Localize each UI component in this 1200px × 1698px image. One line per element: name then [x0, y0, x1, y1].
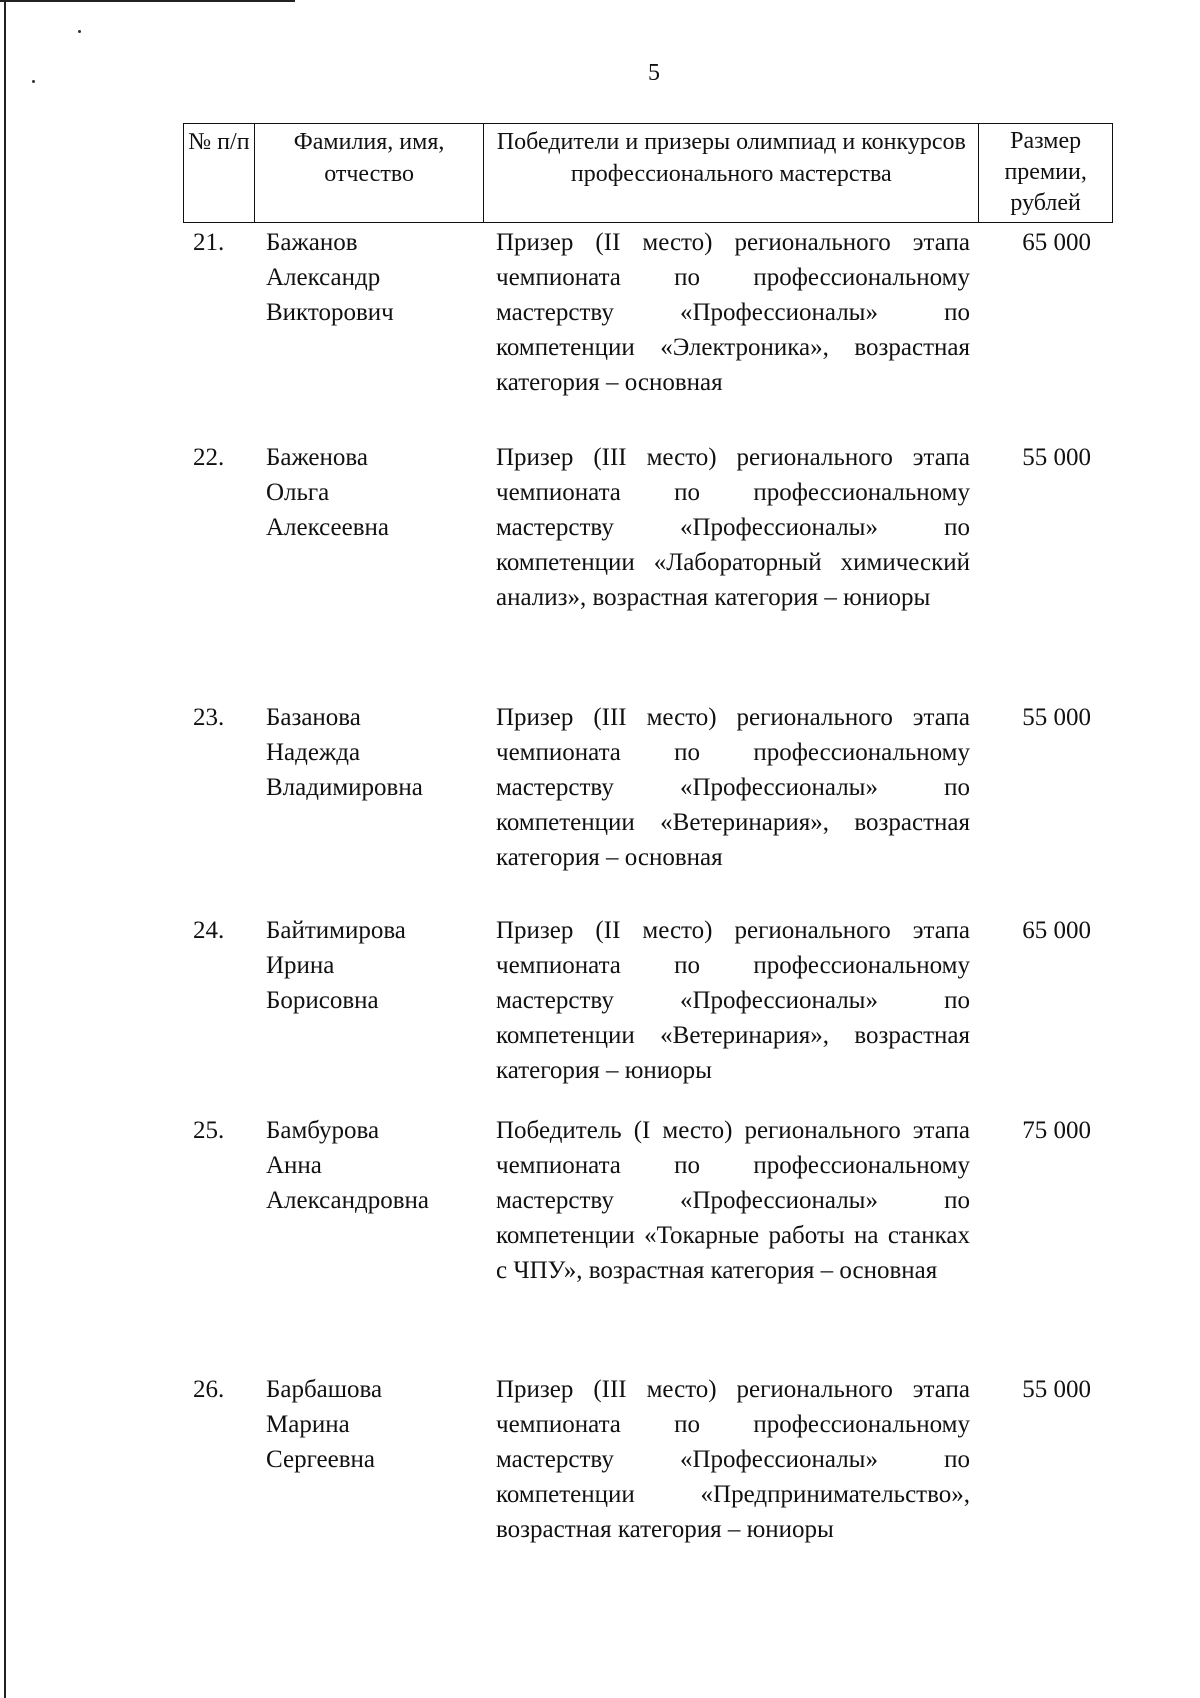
row-patronymic: Борисовна — [266, 987, 379, 1014]
row-award: Призер (III место) регионального этапа чемпионата по профессиональному мастерству «Профессионалы» по компетенции «Ветеринария», возрастная категория – основная — [496, 704, 970, 871]
row-award: Призер (II место) регионального этапа чемпионата по профессиональному мастерству «Профессионалы» по компетенции «Ветеринария», возрастная категория – юниоры — [496, 917, 970, 1084]
row-patronymic: Александровна — [266, 1187, 430, 1214]
row-amount: 65 000 — [1022, 229, 1091, 256]
row-amount: 65 000 — [1022, 917, 1091, 944]
header-full-name: Фамилия, имя, отчество — [254, 124, 484, 222]
row-amount: 55 000 — [1022, 1376, 1091, 1403]
row-award: Победитель (I место) регионального этапа чемпионата по профессиональному мастерству «Профессионалы» по компетенции «Токарные работы на станках с ЧПУ», возрастная категория – основная — [496, 1117, 970, 1284]
row-full-name — [266, 225, 476, 330]
row-full-name — [266, 1113, 476, 1218]
page-number: 5 — [648, 60, 660, 86]
row-number: 23. — [193, 704, 225, 731]
row-surname: Базанова — [266, 704, 361, 731]
row-amount: 55 000 — [1022, 444, 1091, 471]
row-number: 21. — [193, 229, 225, 256]
header-bonus-amount: Размер премии, рублей — [978, 124, 1112, 222]
row-amount: 75 000 — [1022, 1117, 1091, 1144]
row-first-name: Ирина — [266, 952, 335, 979]
row-surname: Байтимирова — [266, 917, 406, 944]
row-full-name — [266, 913, 476, 1018]
row-surname: Бажанов — [266, 229, 358, 256]
header-number: № п/п — [188, 129, 250, 155]
scan-edge-top — [0, 0, 295, 2]
row-first-name: Ольга — [266, 479, 330, 506]
row-award: Призер (III место) регионального этапа чемпионата по профессиональному мастерству «Профессионалы» по компетенции «Лабораторный химический анализ», возрастная категория – юниоры — [496, 444, 970, 611]
row-patronymic: Алексеевна — [266, 514, 390, 541]
row-surname: Бамбурова — [266, 1117, 380, 1144]
row-first-name: Надежда — [266, 739, 361, 766]
row-first-name: Марина — [266, 1411, 350, 1438]
row-number: 22. — [193, 444, 225, 471]
table-header — [183, 123, 1113, 223]
scan-edge-left — [4, 0, 6, 1698]
row-first-name: Анна — [266, 1152, 322, 1179]
header-award-description: Победители и призеры олимпиад и конкурсов профессионального мастерства — [483, 124, 978, 222]
row-first-name: Александр — [266, 264, 381, 291]
row-amount: 55 000 — [1022, 704, 1091, 731]
row-full-name — [266, 440, 476, 545]
row-patronymic: Владимировна — [266, 774, 423, 801]
row-number: 25. — [193, 1117, 225, 1144]
row-award: Призер (III место) регионального этапа чемпионата по профессиональному мастерству «Профессионалы» по компетенции «Предпринимательство», возрастная категория – юниоры — [496, 1376, 970, 1543]
row-full-name — [266, 1372, 476, 1477]
row-patronymic: Сергеевна — [266, 1446, 375, 1473]
row-award: Призер (II место) регионального этапа чемпионата по профессиональному мастерству «Профессионалы» по компетенции «Электроника», возрастная категория – основная — [496, 229, 970, 396]
scan-speck — [78, 30, 81, 33]
row-surname: Баженова — [266, 444, 368, 471]
row-full-name — [266, 700, 476, 805]
row-number: 26. — [193, 1376, 225, 1403]
row-patronymic: Викторович — [266, 299, 394, 326]
row-surname: Барбашова — [266, 1376, 383, 1403]
row-number: 24. — [193, 917, 225, 944]
